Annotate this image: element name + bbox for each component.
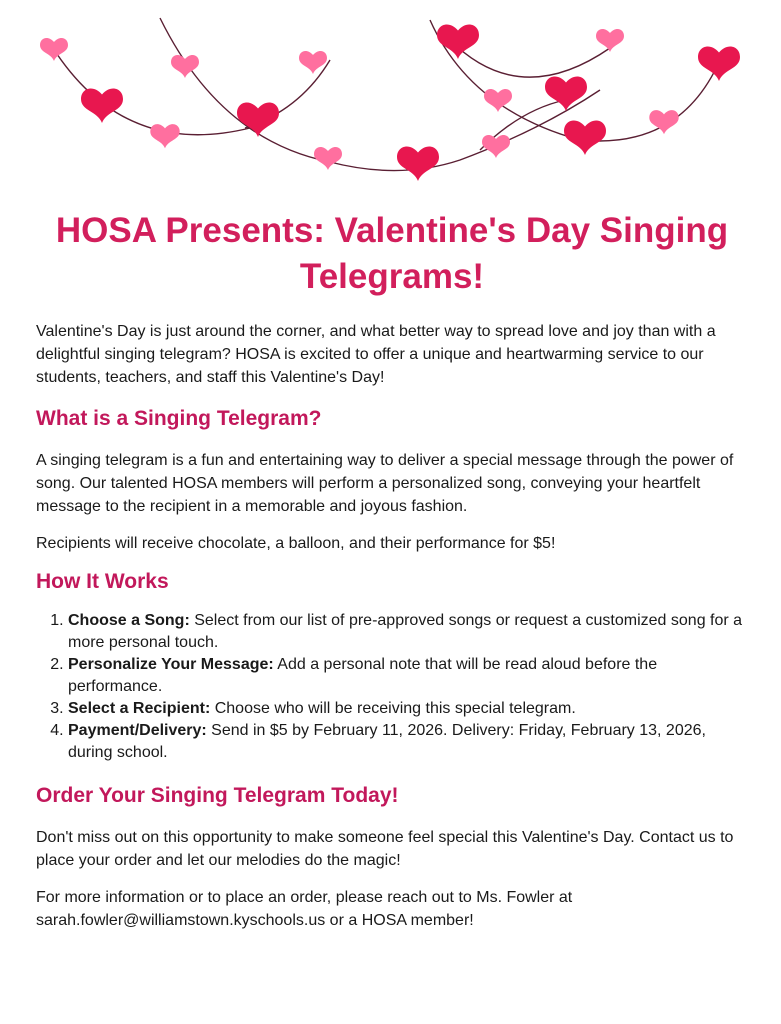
step-label: Select a Recipient: [68, 700, 211, 717]
heart-garland-banner [0, 0, 781, 200]
heart-icon [437, 25, 479, 59]
step-label: Personalize Your Message: [68, 656, 274, 673]
intro-paragraph: Valentine's Day is just around the corner, and what better way to spread love and joy than with a delightful singing telegram? HOSA is excited to offer a unique and heartwarming service to our students, teachers, and staff this Valentine's Day! [36, 323, 716, 386]
how-heading: How It Works [36, 570, 169, 593]
order-heading: Order Your Singing Telegram Today! [36, 784, 399, 807]
step-label: Choose a Song: [68, 612, 190, 629]
list-item [68, 654, 748, 698]
heart-icon [150, 124, 179, 148]
step-text: Add a personal note that will be read aloud before the performance. [68, 656, 658, 695]
heart-icon [237, 103, 279, 137]
heart-icon [698, 47, 740, 81]
step-label: Payment/Delivery: [68, 722, 207, 739]
steps-list [36, 610, 748, 764]
page-title: HOSA Presents: Valentine's Day Singing Telegrams! [55, 211, 729, 296]
heart-icon [81, 89, 123, 123]
heart-icon [40, 38, 68, 61]
list-item [68, 698, 748, 720]
heart-icon [596, 29, 624, 52]
step-text: Select from our list of pre-approved songs or request a customized song for a more personal touch. [68, 612, 743, 651]
hearts [40, 25, 740, 181]
contact-paragraph: For more information or to place an order, please reach out to Ms. Fowler at sarah.fowler@williamstown.kyschools.us or a HOSA member! [36, 889, 573, 929]
step-text: Send in $5 by February 11, 2026. Delivery: Friday, February 13, 2026, during school. [68, 722, 706, 761]
step-text: Choose who will be receiving this special telegram. [210, 700, 576, 717]
heart-icon [314, 147, 342, 170]
order-paragraph: Don't miss out on this opportunity to make someone feel special this Valentine's Day. Contact us to place your order and let our melodies do the magic! [36, 829, 734, 869]
heart-icon [564, 121, 606, 155]
what-paragraph: A singing telegram is a fun and entertaining way to deliver a special message through the power of song. Our talented HOSA members will perform a personalized song, conveying your heartfelt message to the recipient in a memorable and joyous fashion. [36, 452, 734, 515]
what-heading: What is a Singing Telegram? [36, 407, 322, 430]
flyer-content [36, 208, 748, 932]
list-item [68, 720, 748, 764]
price-paragraph: Recipients will receive chocolate, a balloon, and their performance for $5! [36, 535, 556, 552]
list-item [68, 610, 748, 654]
heart-icon [397, 147, 439, 181]
heart-icon [545, 77, 587, 111]
heart-icon [482, 135, 510, 158]
